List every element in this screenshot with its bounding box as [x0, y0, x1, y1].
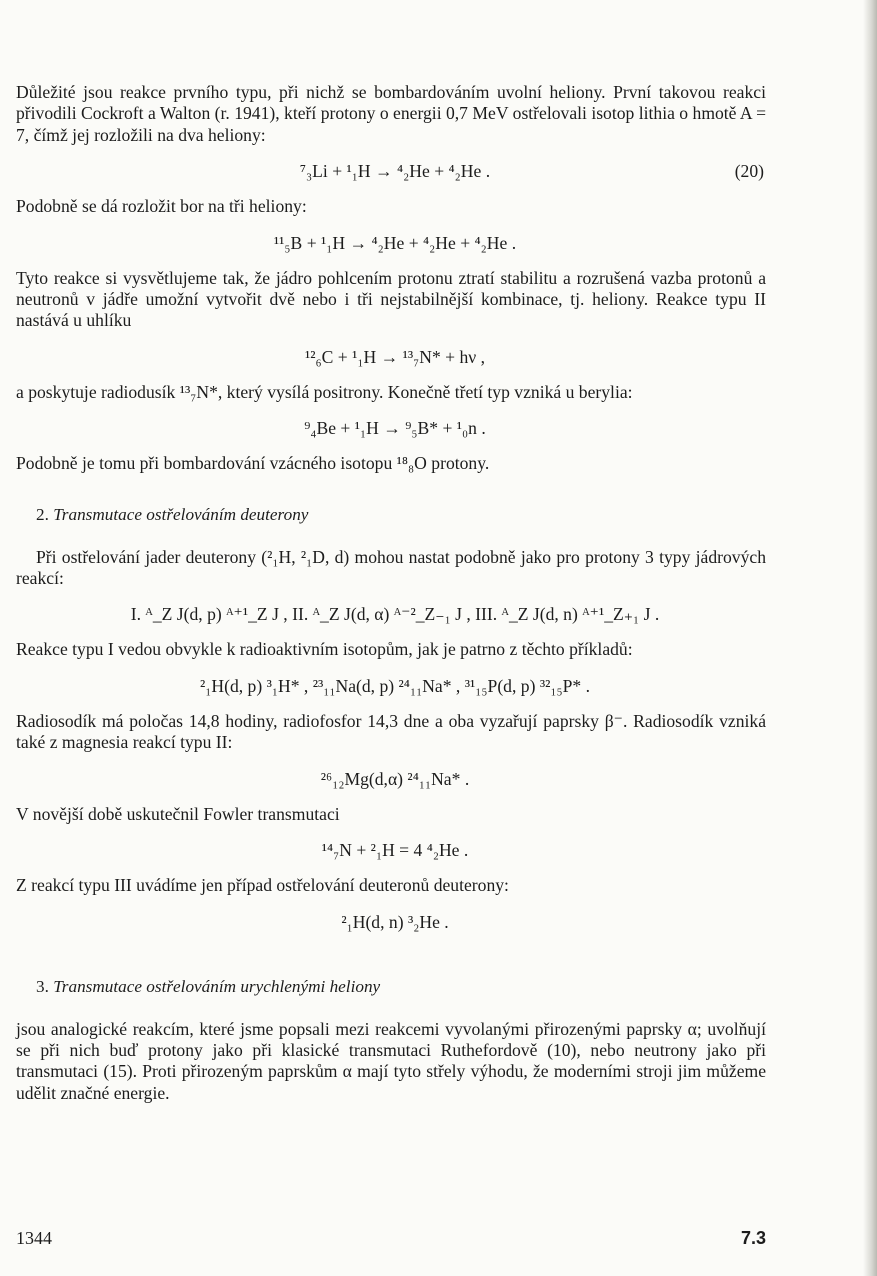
section-heading-3	[16, 977, 766, 997]
paragraph-1: Důležité jsou reakce prvního typu, při nichž se bombardováním uvolní heliony. První takovou reakci přivodili Cockroft a Walton (r. 1941), kteří protony o energii 0,7 MeV ostřelovali isotop lithia o hmotě A = 7, čímž jej rozložili na dva heliony:	[16, 82, 766, 145]
page-number: 1344	[16, 1228, 52, 1248]
page-binding-edge	[863, 0, 877, 1276]
document-page	[16, 82, 766, 1104]
paragraph-4: a poskytuje radiodusík ¹³₇N*, který vysílá positrony. Konečně třetí typ vzniká u berylia:	[16, 381, 633, 402]
equation-boron	[16, 231, 766, 255]
equation-fowler	[16, 838, 766, 862]
equation-20-number: (20)	[734, 161, 764, 182]
paragraph-9: V novější době uskutečnil Fowler transmutaci	[16, 803, 340, 824]
paragraph-2: Podobně se dá rozložit bor na tři heliony:	[16, 196, 307, 217]
equation-reaction-types	[16, 602, 766, 626]
equation-deuteron-deuteron	[16, 910, 766, 934]
paragraph-7: Reakce typu I vedou obvykle k radioaktivním isotopům, jak je patrno z těchto příkladů:	[16, 639, 633, 660]
equation-carbon	[16, 345, 766, 369]
equation-examples	[16, 674, 766, 698]
equation-magnesium	[16, 767, 766, 791]
equation-boron-formula: ¹¹₅B + ¹₁H → ⁴₂He + ⁴₂He + ⁴₂He .	[273, 232, 517, 253]
section-number: 7.3	[740, 1228, 766, 1248]
equation-20	[16, 159, 766, 183]
paragraph-5: Podobně je tomu při bombardování vzácného isotopu ¹⁸₈O protony.	[16, 453, 490, 474]
section-heading-3-number: 3.	[36, 976, 49, 996]
equation-examples-formula: ²₁H(d, p) ³₁H* , ²³₁₁Na(d, p) ²⁴₁₁Na* , ³¹₁₅P(d, p) ³²₁₅P* .	[199, 675, 591, 696]
section-heading-3-title: Transmutace ostřelováním urychlenými heliony	[53, 976, 381, 996]
section-heading-2	[16, 505, 766, 525]
equation-beryllium-formula: ⁹₄Be + ¹₁H → ⁹₅B* + ¹₀n .	[304, 418, 486, 439]
paragraph-8: Radiosodík má poločas 14,8 hodiny, radiofosfor 14,3 dne a oba vyzařují paprsky β⁻. Radiosodík vzniká také z magnesia reakcí typu II:	[16, 710, 766, 753]
section-heading-2-title: Transmutace ostřelováním deuterony	[53, 504, 309, 524]
equation-fowler-formula: ¹⁴₇N + ²₁H = 4 ⁴₂He .	[321, 840, 469, 861]
equation-reaction-types-formula: I. ᴬ_Z J(d, p) ᴬ⁺¹_Z J , II. ᴬ_Z J(d, α) ᴬ⁻²_Z₋₁ J , III. ᴬ_Z J(d, n) ᴬ⁺¹_Z₊₁ J .	[130, 604, 660, 625]
equation-carbon-formula: ¹²₆C + ¹₁H → ¹³₇N* + hν ,	[304, 346, 486, 367]
paragraph-3: Tyto reakce si vysvětlujeme tak, že jádro pohlcením protonu ztratí stabilitu a rozrušená vazba protonů a neutronů v jádře umožní vytvořit dvě nebo i tři nejstabilnější kombinace, tj. heliony. Reakce typu II nastává u uhlíku	[16, 267, 766, 331]
equation-beryllium	[16, 416, 766, 440]
paragraph-6: Při ostřelování jader deuterony (²₁H, ²₁D, d) mohou nastat podobně jako pro protony 3 typy jádrových reakcí:	[16, 546, 766, 589]
paragraph-11: jsou analogické reakcím, které jsme popsali mezi reakcemi vyvolanými přirozenými paprsky α; uvolňují se při nich buď protony jako při klasické transmutaci Ruthefordově (10), nebo neutrony jako při transmutaci (15). Proti přirozeným paprskům α mají tyto střely výhodu, že moderními stroji jim můžeme udělit značné energie.	[16, 1018, 766, 1103]
section-heading-2-number: 2.	[36, 504, 49, 524]
equation-20-formula: ⁷₃Li + ¹₁H → ⁴₂He + ⁴₂He .	[299, 161, 491, 182]
paragraph-10: Z reakcí typu III uvádíme jen případ ostřelování deuteronů deuterony:	[16, 875, 509, 896]
equation-magnesium-formula: ²⁶₁₂Mg(d,α) ²⁴₁₁Na* .	[320, 768, 470, 789]
equation-deuteron-deuteron-formula: ²₁H(d, n) ³₂He .	[341, 911, 449, 932]
